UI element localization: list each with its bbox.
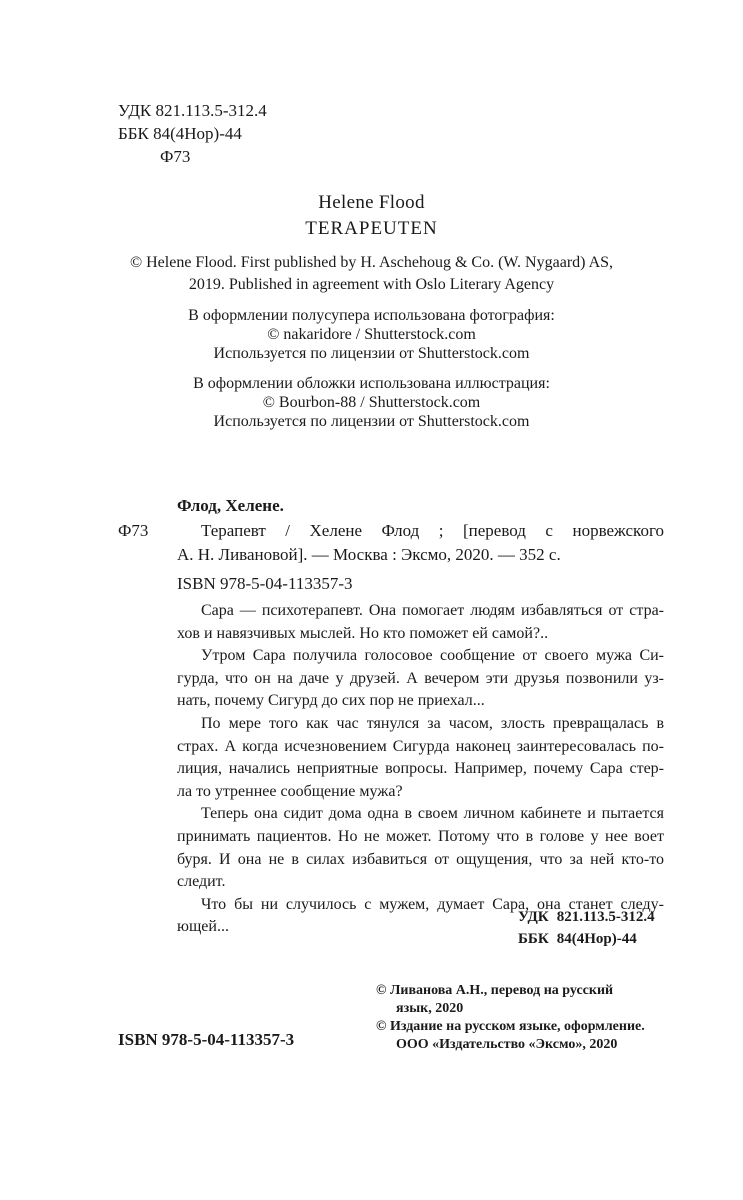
catalog-description bbox=[177, 519, 664, 567]
annotation-line: нать, почему Сигурд до сих пор не приехал... bbox=[177, 692, 485, 710]
classification-block bbox=[118, 99, 267, 168]
author-mark: Ф73 bbox=[160, 147, 191, 166]
bottom-bbk bbox=[518, 928, 655, 950]
edition-copyright: © Издание на русском языке, оформление. bbox=[376, 1019, 645, 1034]
credit-line: Используется по лицензии от Shutterstock.com bbox=[213, 413, 530, 430]
edition-copyright-cont: ООО «Издательство «Эксмо», 2020 bbox=[396, 1037, 618, 1052]
annotation-line: ющей... bbox=[177, 918, 229, 936]
isbn-bottom: ISBN 978-5-04-113357-3 bbox=[118, 1030, 295, 1049]
annotation-line: По мере того как час тянулся за часом, злость превращалась в bbox=[201, 714, 664, 732]
credit-line: © Bourbon-88 / Shutterstock.com bbox=[262, 394, 481, 411]
credit-line: Используется по лицензии от Shutterstock.com bbox=[213, 345, 530, 362]
annotation-line: страх. А когда исчезновением Сигурда наконец заинтересовалась по- bbox=[177, 737, 664, 755]
catalog-description-line: Терапевт / Хелене Флод ; [перевод с норвежского bbox=[201, 521, 664, 540]
supercover-credit bbox=[0, 306, 743, 363]
original-title: TERAPEUTEN bbox=[305, 218, 438, 239]
annotation-line: Что бы ни случилось с мужем, думает Сара, она станет следу- bbox=[201, 895, 664, 913]
annotation-line: хов и навязчивых мыслей. Но кто поможет ей самой?.. bbox=[177, 624, 549, 642]
original-copyright-line: 2019. Published in agreement with Oslo Literary Agency bbox=[188, 276, 555, 293]
bottom-udk-value: 821.113.5-312.4 bbox=[556, 909, 655, 925]
bottom-udk-label: УДК bbox=[518, 909, 549, 925]
annotation-line: ла то утреннее сообщение мужа? bbox=[177, 782, 403, 800]
original-copyright bbox=[0, 252, 743, 296]
annotation-line: гурда, что он на даче у друзей. А вечером эти друзья позвонили уз- bbox=[177, 669, 664, 687]
annotation-line: Теперь она сидит дома одна в своем личном кабинете и пытается bbox=[201, 805, 664, 823]
annotation-line: принимать пациентов. Но не может. Потому что в голове у нее воет bbox=[177, 827, 664, 845]
catalog-code: Ф73 bbox=[118, 521, 149, 540]
bottom-bbk-label: ББК bbox=[518, 931, 549, 947]
bottom-classification bbox=[518, 906, 655, 950]
original-author: Helene Flood bbox=[318, 192, 425, 213]
translation-copyright-cont: язык, 2020 bbox=[396, 1001, 464, 1016]
annotation-line: следит. bbox=[177, 873, 226, 891]
annotation bbox=[177, 600, 664, 939]
udk-code: УДК 821.113.5-312.4 bbox=[118, 101, 267, 120]
bottom-bbk-value: 84(4Нор)-44 bbox=[556, 931, 637, 947]
annotation-line: лиция, начались неприятные вопросы. Например, почему Сара стер- bbox=[177, 760, 664, 778]
credit-line: В оформлении обложки использована иллюстрация: bbox=[193, 375, 550, 392]
credit-line: © nakaridore / Shutterstock.com bbox=[267, 326, 476, 343]
catalog-author-heading: Флод, Хелене. bbox=[177, 496, 284, 515]
annotation-line: Утром Сара получила голосовое сообщение от своего мужа Си- bbox=[201, 647, 664, 665]
catalog-isbn: ISBN 978-5-04-113357-3 bbox=[177, 574, 353, 593]
original-copyright-line: © Helene Flood. First published by H. Aschehoug & Co. (W. Nygaard) AS, bbox=[129, 254, 614, 271]
annotation-line: Сара — психотерапевт. Она помогает людям избавляться от стра- bbox=[201, 602, 664, 619]
catalog-description-line: А. Н. Ливановой]. — Москва : Эксмо, 2020. — 352 с. bbox=[177, 545, 561, 564]
annotation-line: буря. И она не в силах избавиться от ощущения, что за ней кто-то bbox=[177, 850, 664, 868]
russian-copyrights bbox=[376, 982, 645, 1054]
translation-copyright: © Ливанова А.Н., перевод на русский bbox=[376, 983, 614, 998]
bottom-udk bbox=[518, 906, 655, 928]
credit-line: В оформлении полусупера использована фотография: bbox=[188, 307, 555, 324]
cover-credit bbox=[0, 374, 743, 431]
bbk-code: ББК 84(4Нор)-44 bbox=[118, 124, 242, 143]
